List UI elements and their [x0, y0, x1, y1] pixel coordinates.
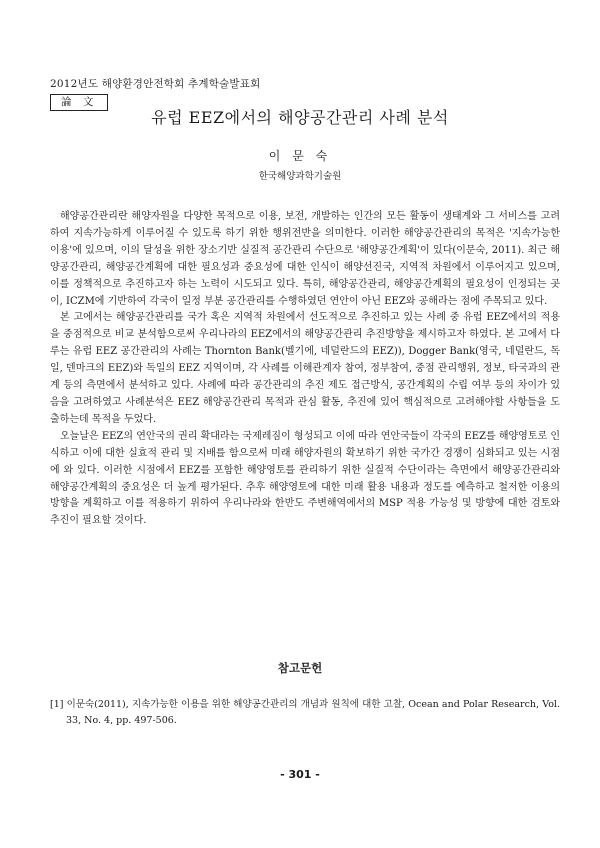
paper-title: 유럽 EEZ에서의 해양공간관리 사례 분석 — [151, 108, 449, 127]
references-heading: 참고문헌 — [277, 661, 323, 675]
abstract-body — [50, 209, 560, 530]
author-affiliation: 한국해양과학기술원 — [258, 171, 342, 182]
reference-item: [1] 이문숙(2011), 지속가능한 이용을 위한 해양공간관리의 개념과 원칙에 대한 고찰, Ocean and Polar Research, Vol. 33, No. 4, pp. 497-506. — [50, 699, 560, 726]
body-paragraph: 본 고에서는 해양공간관리를 국가 혹은 지역적 차원에서 선도적으로 추진하고 있는 사례 중 유럽 EEZ에서의 적용을 중점적으로 비교 분석함으로써 우리나라의 EEZ에서의 해양공간관리 추진방향을 제시하고자 하였다. 본 고에서 다루는 유럽 EEZ 공간관리의 사례는 Thornton Bank(벨기에, 네덜란드의 EEZ)), Dogger Bank(영국, 네덜란드, 독일, 덴마크의 EEZ)와 독일의 EEZ 지역이며, 각 사례를 이해관계자 참여, 정부참여, 중점 관리행위, 정보, 타국과의 관계 등의 측면에서 분석하고 있다. 사례에 따라 공간관리의 추진 제도 접근방식, 공간계획의 수립 여부 등의 차이가 있음을 고려하였고 사례분석은 EEZ 해양공간관리 목적과 관심 활동, 추진에 있어 핵심적으로 고려해야할 사항들을 도출하는데 목적을 두었다. — [50, 312, 560, 425]
page-number: - 301 - — [280, 768, 320, 781]
body-paragraph: 해양공간관리란 해양자원을 다양한 목적으로 이용, 보전, 개발하는 인간의 모든 활동이 생태계와 그 서비스를 고려하여 지속가능하게 이루어질 수 있도록 하기 위한 행위전반을 의미한다. 이러한 해양공간관리의 목적은 '지속가능한 이용'에 있으며, 이의 달성을 위한 장소기반 실질적 공간관리 수단으로 '해양공간계획'이 있다(이문숙, 2011). 최근 해양공간관리, 해양공간계획에 대한 필요성과 중요성에 대한 인식이 해양선진국, 지역적 차원에서 이루어지고 있으며, 이를 정책적으로 추진하고자 하는 노력이 시도되고 있다. 특히, 해양공간관리, 해양공간계획의 필요성이 인정되는 곳이, ICZM에 기반하여 각국이 일정 부분 공간관리를 수행하였던 연안이 아닌 EEZ와 공해라는 점에 주목되고 있다. — [50, 211, 560, 307]
conference-header: 2012년도 해양환경안전학회 추계학술발표회 — [50, 78, 261, 90]
body-paragraph: 오늘날은 EEZ의 연안국의 권리 확대라는 국제레짐이 형성되고 이에 따라 연안국들이 각국의 EEZ를 해양영토로 인식하고 이에 대한 실효적 관리 및 지배를 함으로써 미래 해양자원의 확보하기 위한 국가간 경쟁이 심화되고 있는 시점에 와 있다. 이러한 시점에서 EEZ를 포함한 해양영토를 관리하기 위한 실질적 수단이라는 측면에서 해양공간관리와 해양공간계획의 중요성은 더 높게 평가된다. 추후 해양영토에 대한 미래 활용 내용과 정도를 예측하고 철저한 이용의 방향을 계획하고 이를 적용하기 위하여 우리나라와 한반도 주변해역에서의 MSP 적용 가능성 및 방향에 대한 검토와 추진이 필요할 것이다. — [50, 430, 560, 527]
author-name: 이 문 숙 — [268, 149, 332, 163]
section-label: 論 文 — [50, 94, 108, 111]
